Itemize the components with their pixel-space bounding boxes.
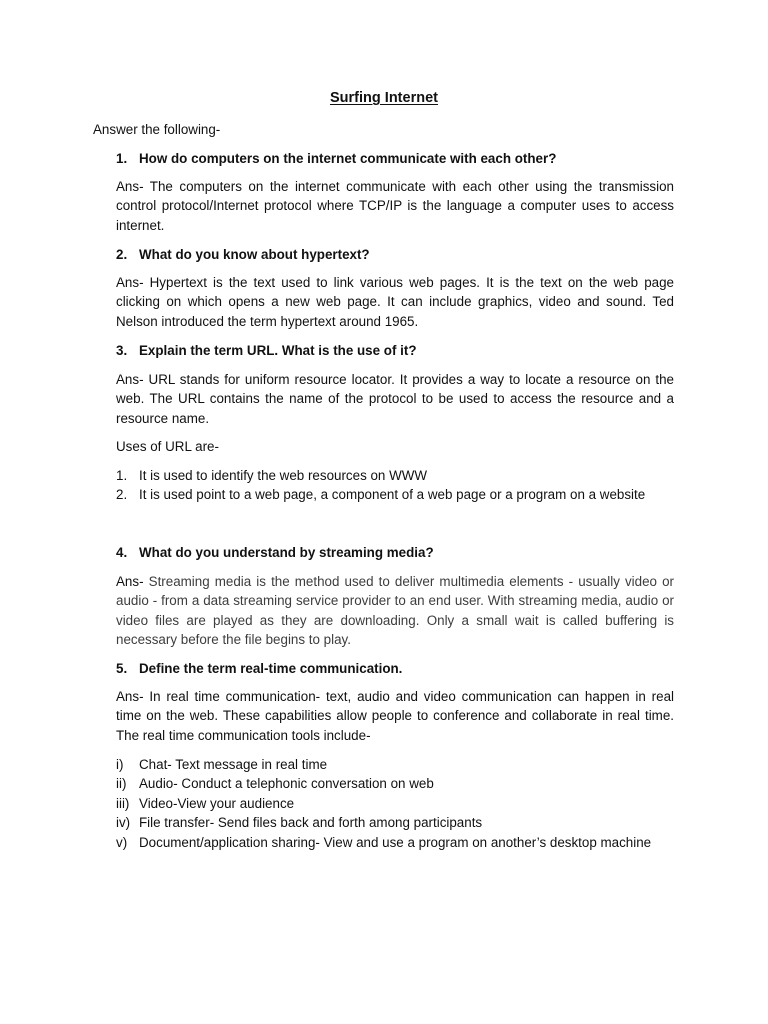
- list-marker: 2.: [116, 487, 128, 503]
- page-title: Surfing Internet: [330, 90, 438, 106]
- intro-text: Answer the following-: [93, 122, 221, 137]
- answer-3: Ans- URL stands for uniform resource locator. It provides a way to locate a resource on the web. The URL contains the name of the protocol to be used to access the resource and a resource name.: [116, 372, 674, 426]
- question-2: [116, 245, 676, 264]
- question-number: 3.: [116, 343, 128, 358]
- list-item: [116, 466, 674, 485]
- question-text: What do you know about hypertext?: [139, 247, 370, 262]
- answer-prefix: Ans-: [116, 574, 144, 589]
- question-4: [116, 543, 676, 562]
- question-text: Define the term real-time communication.: [139, 661, 403, 676]
- answer-5: Ans- In real time communication- text, audio and video communication can happen in real time on the web. These capabilities allow people to conference and collaborate in real time. The real time communication tools include-: [116, 689, 674, 743]
- list-text: Chat- Text message in real time: [139, 757, 328, 772]
- list-text: Audio- Conduct a telephonic conversation on web: [139, 776, 434, 792]
- list-text: It is used to identify the web resources on WWW: [139, 468, 428, 483]
- question-3: [116, 341, 676, 360]
- answer-4: [116, 572, 674, 650]
- list-marker: 1.: [116, 468, 128, 483]
- list-item: [116, 755, 674, 774]
- list-marker: iv): [116, 815, 131, 831]
- list-item: [116, 833, 674, 852]
- list-item: [116, 794, 674, 813]
- list-item: [116, 774, 674, 793]
- list-text: Video-View your audience: [139, 795, 295, 811]
- list-text: Document/application sharing- View and use a program on another’s desktop machine: [139, 834, 652, 850]
- list-marker: v): [116, 834, 128, 850]
- answer-2: Ans- Hypertext is the text used to link various web pages. It is the text on the web page clicking on which opens a new web page. It can include graphics, video and sound. Ted Nelson introduced the term hypertext around 1965.: [116, 275, 674, 329]
- uses-heading: Uses of URL are-: [116, 439, 219, 454]
- question-1: [116, 149, 676, 168]
- answer-text: Streaming media is the method used to deliver multimedia elements - usually video or audio - from a data streaming service provider to an end user. With streaming media, audio or video files are played as they are downloading. Only a small wait is called buffering is necessary before the file begins to play.: [116, 574, 674, 648]
- question-number: 1.: [116, 151, 128, 166]
- list-text: File transfer- Send files back and forth among participants: [139, 815, 483, 831]
- list-item: [116, 485, 674, 504]
- list-marker: i): [116, 757, 124, 772]
- question-text: What do you understand by streaming media?: [139, 545, 434, 560]
- list-item: [116, 813, 674, 832]
- question-text: Explain the term URL. What is the use of it?: [139, 343, 417, 358]
- list-text: It is used point to a web page, a component of a web page or a program on a website: [139, 487, 646, 503]
- question-text: How do computers on the internet communicate with each other?: [139, 151, 557, 166]
- url-uses-list: [116, 466, 674, 505]
- list-marker: iii): [116, 795, 130, 811]
- question-number: 2.: [116, 247, 128, 262]
- question-number: 5.: [116, 661, 128, 676]
- answer-1: Ans- The computers on the internet communicate with each other using the transmission control protocol/Internet protocol where TCP/IP is the language a computer uses to access internet.: [116, 179, 674, 233]
- question-5: [116, 659, 676, 678]
- list-marker: ii): [116, 776, 127, 792]
- rtc-tools-list: [116, 755, 674, 852]
- question-number: 4.: [116, 545, 128, 560]
